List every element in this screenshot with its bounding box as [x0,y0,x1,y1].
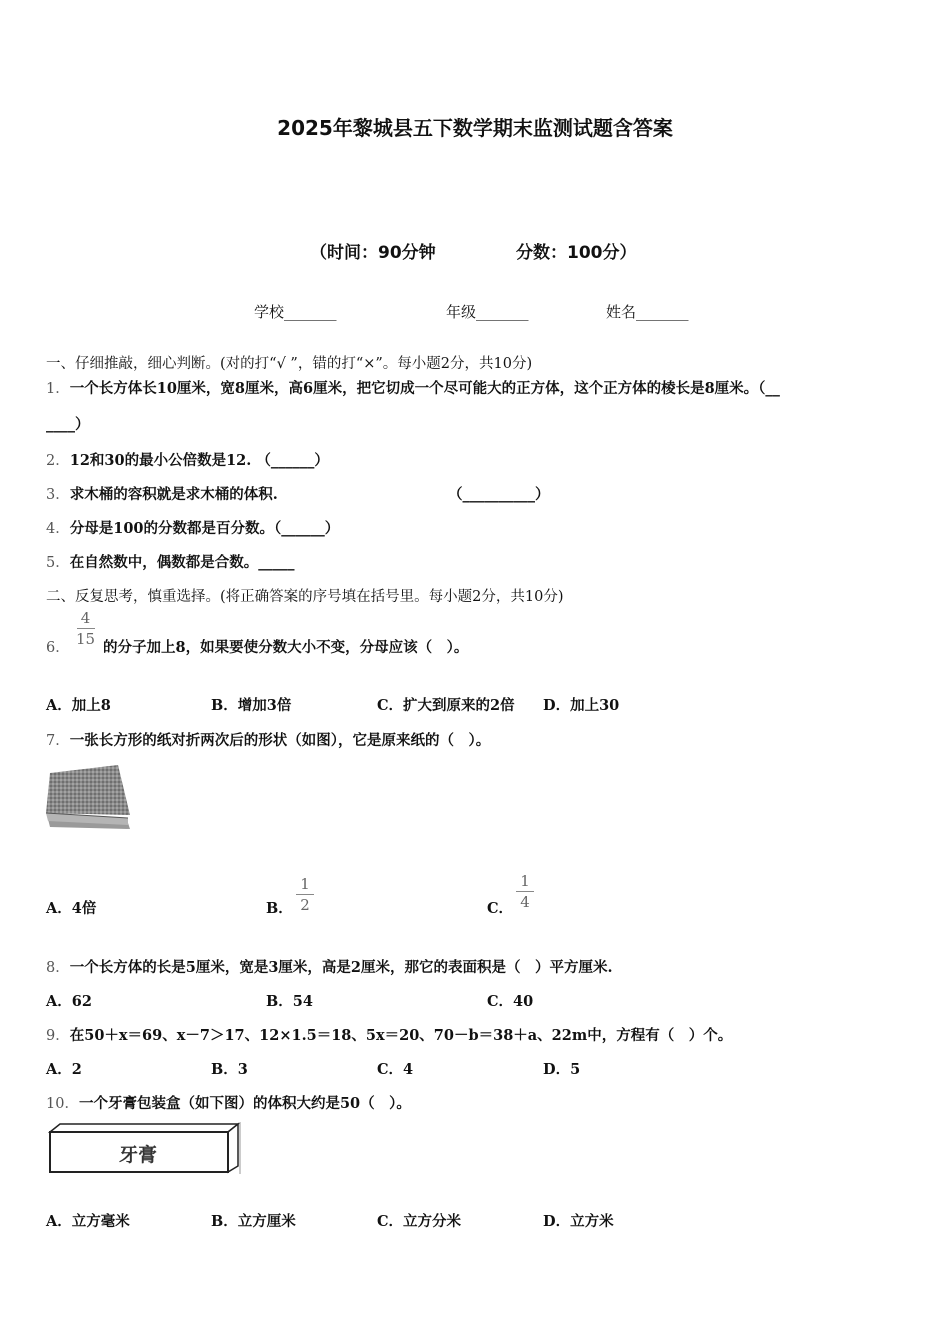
question-number: 6． [46,640,70,656]
fraction-bar [77,628,95,629]
question-3-blank: （__________） [448,486,550,503]
question-text: 分母是100的分数都是百分数。（______） [69,520,340,537]
fraction-denominator: 15 [76,630,96,648]
option-6a[interactable]: A．加上8 [46,697,111,714]
exam-time: （时间：90分钟 [310,243,436,263]
option-10c[interactable]: C．立方分米 [377,1213,462,1230]
question-9 [46,1024,732,1045]
question-6-fraction [76,608,95,648]
question-7 [46,729,490,750]
fraction-numerator: 1 [300,875,310,893]
option-9b[interactable]: B．3 [211,1061,248,1078]
question-text: 一个长方体长10厘米，宽8厘米，高6厘米，把它切成一个尽可能大的正方体，这个正方体的棱长是8厘米。（__ [69,380,780,397]
question-5 [46,551,294,572]
option-6d[interactable]: D．加上30 [543,697,620,714]
option-7b-fraction [296,874,314,914]
option-7b[interactable] [266,897,293,918]
question-8 [46,956,613,977]
fraction-denominator: 4 [520,893,530,911]
question-text: 求木桶的容积就是求木桶的体积. [69,486,278,503]
question-1 [46,377,780,398]
school-field[interactable]: 学校_______ [254,303,337,321]
fraction-bar [296,894,314,895]
question-text: 在自然数中，偶数都是合数。_____ [69,554,295,571]
question-text: 一张长方形的纸对折两次后的形状（如图），它是原来纸的（ ）。 [69,732,491,749]
option-7c[interactable] [487,897,513,918]
question-6-number [46,636,70,657]
folded-paper-image [44,763,132,831]
question-1-cont: ____） [46,416,90,433]
option-label: B． [266,900,293,917]
box-label: 牙膏 [118,1144,157,1166]
option-10b[interactable]: B．立方厘米 [211,1213,296,1230]
exam-score: 分数：100分） [516,243,637,263]
option-8b[interactable]: B．54 [266,993,313,1010]
option-6b[interactable]: B．增加3倍 [211,697,292,714]
grade-field[interactable]: 年级_______ [446,303,529,321]
option-6c[interactable]: C．扩大到原来的2倍 [377,697,515,714]
section2-heading: 二、反复思考，慎重选择。(将正确答案的序号填在括号里。每小题2分，共10分) [46,589,564,605]
option-label: C． [487,900,514,917]
fraction-denominator: 2 [300,896,310,914]
option-9c[interactable]: C．4 [377,1061,414,1078]
question-number: 1． [46,381,70,397]
question-number: 3． [46,487,70,503]
option-7a[interactable]: A．4倍 [46,900,97,917]
question-10 [46,1092,411,1113]
question-number: 4． [46,521,70,537]
option-8c[interactable]: C．40 [487,993,534,1010]
question-text: 在50＋x＝69、x－7＞17、12×1.5＝18、5x＝20、70－b＝38＋a、22m中，方程有（ ）个。 [69,1027,733,1044]
page-title: 2025年黎城县五下数学期末监测试题含答案 [277,116,673,140]
fraction-bar [516,891,534,892]
option-7c-fraction [516,871,534,911]
fraction-numerator: 4 [80,609,91,627]
name-field[interactable]: 姓名_______ [606,303,689,321]
question-text: 一个长方体的长是5厘米，宽是3厘米，高是2厘米，那它的表面积是（ ）平方厘米. [69,959,613,976]
option-8a[interactable]: A．62 [46,993,92,1010]
fraction-numerator: 1 [520,872,530,890]
option-9d[interactable]: D．5 [543,1061,581,1078]
question-number: 9． [46,1028,70,1044]
question-number: 7． [46,733,70,749]
question-2 [46,449,329,470]
question-number: 2． [46,453,70,469]
option-10a[interactable]: A．立方毫米 [46,1213,130,1230]
question-number: 10． [46,1096,79,1112]
question-6-text: 的分子加上8，如果要使分数大小不变，分母应该（ ）。 [103,639,469,656]
question-text: 12和30的最小公倍数是12. （______） [69,452,329,469]
question-text: 一个牙膏包装盒（如下图）的体积大约是50（ ）。 [78,1095,411,1112]
section1-heading: 一、仔细推敲，细心判断。(对的打“√ ”，错的打“×”。每小题2分，共10分) [46,356,533,372]
question-number: 8． [46,960,70,976]
option-10d[interactable]: D．立方米 [543,1213,614,1230]
question-number: 5． [46,555,70,571]
question-4 [46,517,339,538]
question-3 [46,483,278,504]
option-9a[interactable]: A．2 [46,1061,82,1078]
